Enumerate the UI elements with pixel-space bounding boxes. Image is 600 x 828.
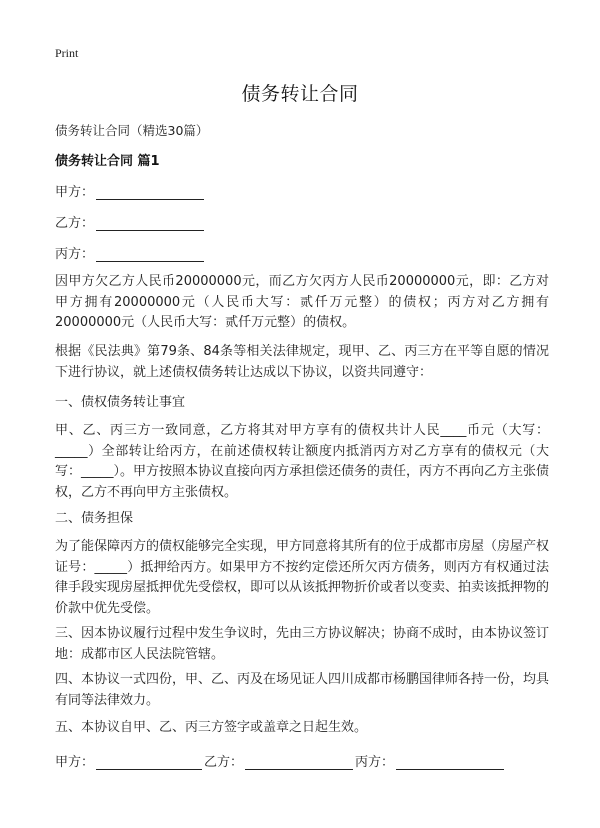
- signature-b-blank: [245, 755, 353, 770]
- signature-row: [55, 751, 506, 770]
- signature-a-blank: [96, 755, 202, 770]
- party-c-blank: [96, 247, 204, 262]
- paragraph-transfer-terms: 甲、乙、丙三方一致同意，乙方将其对甲方享有的债权共计人民____币元（大写：_____）全部转让给丙方，在前述债权转让额度内抵消丙方对乙方享有的债权元（大写：_____）。甲方按照本协议直接向丙方承担偿还债务的责任，丙方不再向乙方主张债权，乙方不再向甲方主张债权。: [55, 423, 550, 500]
- party-c-label: 丙方：: [55, 247, 95, 262]
- paragraph-effective-clause: 五、本协议自甲、乙、丙三方签字或盖章之日起生效。: [55, 720, 368, 735]
- clause-heading-guarantee: 二、债务担保: [55, 511, 134, 526]
- signature-a-label: 甲方：: [55, 755, 95, 770]
- paragraph-copies-clause: 四、本协议一式四份，甲、乙、丙及在场见证人四川成都市杨鹏国律师各持一份，均具有同等法律效力。: [55, 672, 550, 708]
- party-b-line: [55, 212, 204, 231]
- document-title: 债务转让合同: [241, 83, 359, 105]
- signature-c-blank: [396, 755, 504, 770]
- party-a-blank: [96, 185, 204, 200]
- print-link[interactable]: Print: [55, 46, 79, 60]
- signature-b-label: 乙方：: [204, 755, 244, 770]
- party-a-label: 甲方：: [55, 185, 95, 200]
- party-c-line: [55, 243, 204, 262]
- party-b-label: 乙方：: [55, 216, 95, 231]
- party-a-line: [55, 181, 204, 200]
- document-subtitle: 债务转让合同（精选30篇）: [55, 123, 209, 138]
- section-heading: 债务转让合同 篇1: [55, 154, 160, 169]
- paragraph-debt-background: 因甲方欠乙方人民币20000000元，而乙方欠丙方人民币20000000元，即：乙方对甲方拥有20000000元（人民币大写：贰仟万元整）的债权；丙方对乙方拥有20000000元（人民币大写：贰仟万元整）的债权。: [55, 274, 549, 330]
- signature-c-label: 丙方：: [355, 755, 395, 770]
- party-b-blank: [96, 216, 204, 231]
- paragraph-dispute-clause: 三、因本协议履行过程中发生争议时，先由三方协议解决；协商不成时，由本协议签订地：成都市区人民法院管辖。: [55, 626, 550, 662]
- clause-heading-transfer: 一、债权债务转让事宜: [55, 395, 186, 410]
- paragraph-guarantee-terms: 为了能保障丙方的债权能够完全实现，甲方同意将其所有的位于成都市房屋（房屋产权证号：_____）抵押给丙方。如果甲方不按约定偿还所欠丙方债务，则丙方有权通过法律手段实现房屋抵押优先受偿权，即可以从该抵押物折价或者以变卖、拍卖该抵押物的价款中优先受偿。: [55, 539, 550, 616]
- paragraph-legal-basis: 根据《民法典》第79条、84条等相关法律规定，现甲、乙、丙三方在平等自愿的情况下进行协议，就上述债权债务转让达成以下协议，以资共同遵守：: [55, 344, 549, 380]
